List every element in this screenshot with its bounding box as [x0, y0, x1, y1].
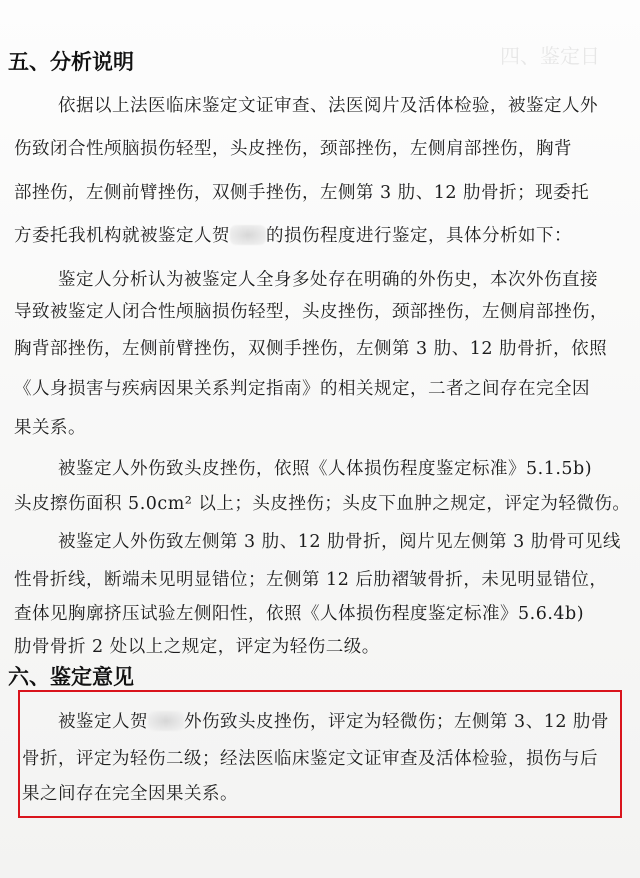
redacted-name-mark — [148, 711, 184, 731]
s6-p1-line1-end: 外伤致头皮挫伤，评定为轻微伤；左侧第 3、12 肋骨 — [184, 712, 610, 732]
s6-p1-line1 — [58, 708, 609, 733]
s5-p2-line5: 果关系。 — [14, 418, 86, 438]
s5-p4-line4: 肋骨骨折 2 处以上之规定，评定为轻伤二级。 — [14, 637, 380, 657]
section-five-heading: 五、分析说明 — [8, 50, 134, 74]
s5-p1-line1: 依据以上法医临床鉴定文证审查、法医阅片及活体检验，被鉴定人外 — [58, 96, 598, 116]
s5-p2-line4: 《人身损害与疾病因果关系判定指南》的相关规定，二者之间存在完全因 — [14, 379, 590, 399]
s5-p1-line2: 伤致闭合性颅脑损伤轻型，头皮挫伤，颈部挫伤，左侧肩部挫伤，胸背 — [14, 139, 572, 159]
s5-p2-line3: 胸背部挫伤，左侧前臂挫伤，双侧手挫伤，左侧第 3 肋、12 肋骨折，依照 — [14, 339, 608, 359]
s6-p1-line3: 果之间存在完全因果关系。 — [22, 784, 238, 804]
s5-p4-line3: 查体见胸廓挤压试验左侧阳性，依照《人体损伤程度鉴定标准》5.6.4b) — [14, 604, 585, 624]
s5-p1-line4-start: 方委托我机构就被鉴定人贺 — [14, 226, 230, 246]
s6-p1-line1-start: 被鉴定人贺 — [58, 712, 148, 732]
section-six-heading: 六、鉴定意见 — [8, 665, 134, 689]
s5-p2-line1: 鉴定人分析认为被鉴定人全身多处存在明确的外伤史，本次外伤直接 — [58, 270, 598, 290]
s5-p3-line1: 被鉴定人外伤致头皮挫伤，依照《人体损伤程度鉴定标准》5.1.5b) — [58, 459, 593, 479]
s5-p1-line3: 部挫伤，左侧前臂挫伤，双侧手挫伤，左侧第 3 肋、12 肋骨折；现委托 — [14, 183, 590, 203]
s6-p1-line2: 骨折，评定为轻伤二级；经法医临床鉴定文证审查及活体检验，损伤与后 — [22, 749, 598, 769]
s5-p3-line2: 头皮擦伤面积 5.0cm² 以上；头皮挫伤；头皮下血肿之规定，评定为轻微伤。 — [14, 494, 631, 514]
s5-p4-line2: 性骨折线，断端未见明显错位；左侧第 12 后肋褶皱骨折，未见明显错位， — [14, 570, 608, 590]
s5-p4-line1: 被鉴定人外伤致左侧第 3 肋、12 肋骨折，阅片见左侧第 3 肋骨可见线 — [58, 532, 621, 552]
s5-p1-line4 — [14, 222, 572, 247]
bleed-through-text: 四、鉴定日 — [500, 44, 600, 68]
s5-p2-line2: 导致被鉴定人闭合性颅脑损伤轻型，头皮挫伤，颈部挫伤，左侧肩部挫伤， — [14, 302, 608, 322]
s5-p1-line4-end: 的损伤程度进行鉴定，具体分析如下： — [266, 226, 572, 246]
redacted-name-mark — [230, 225, 266, 245]
